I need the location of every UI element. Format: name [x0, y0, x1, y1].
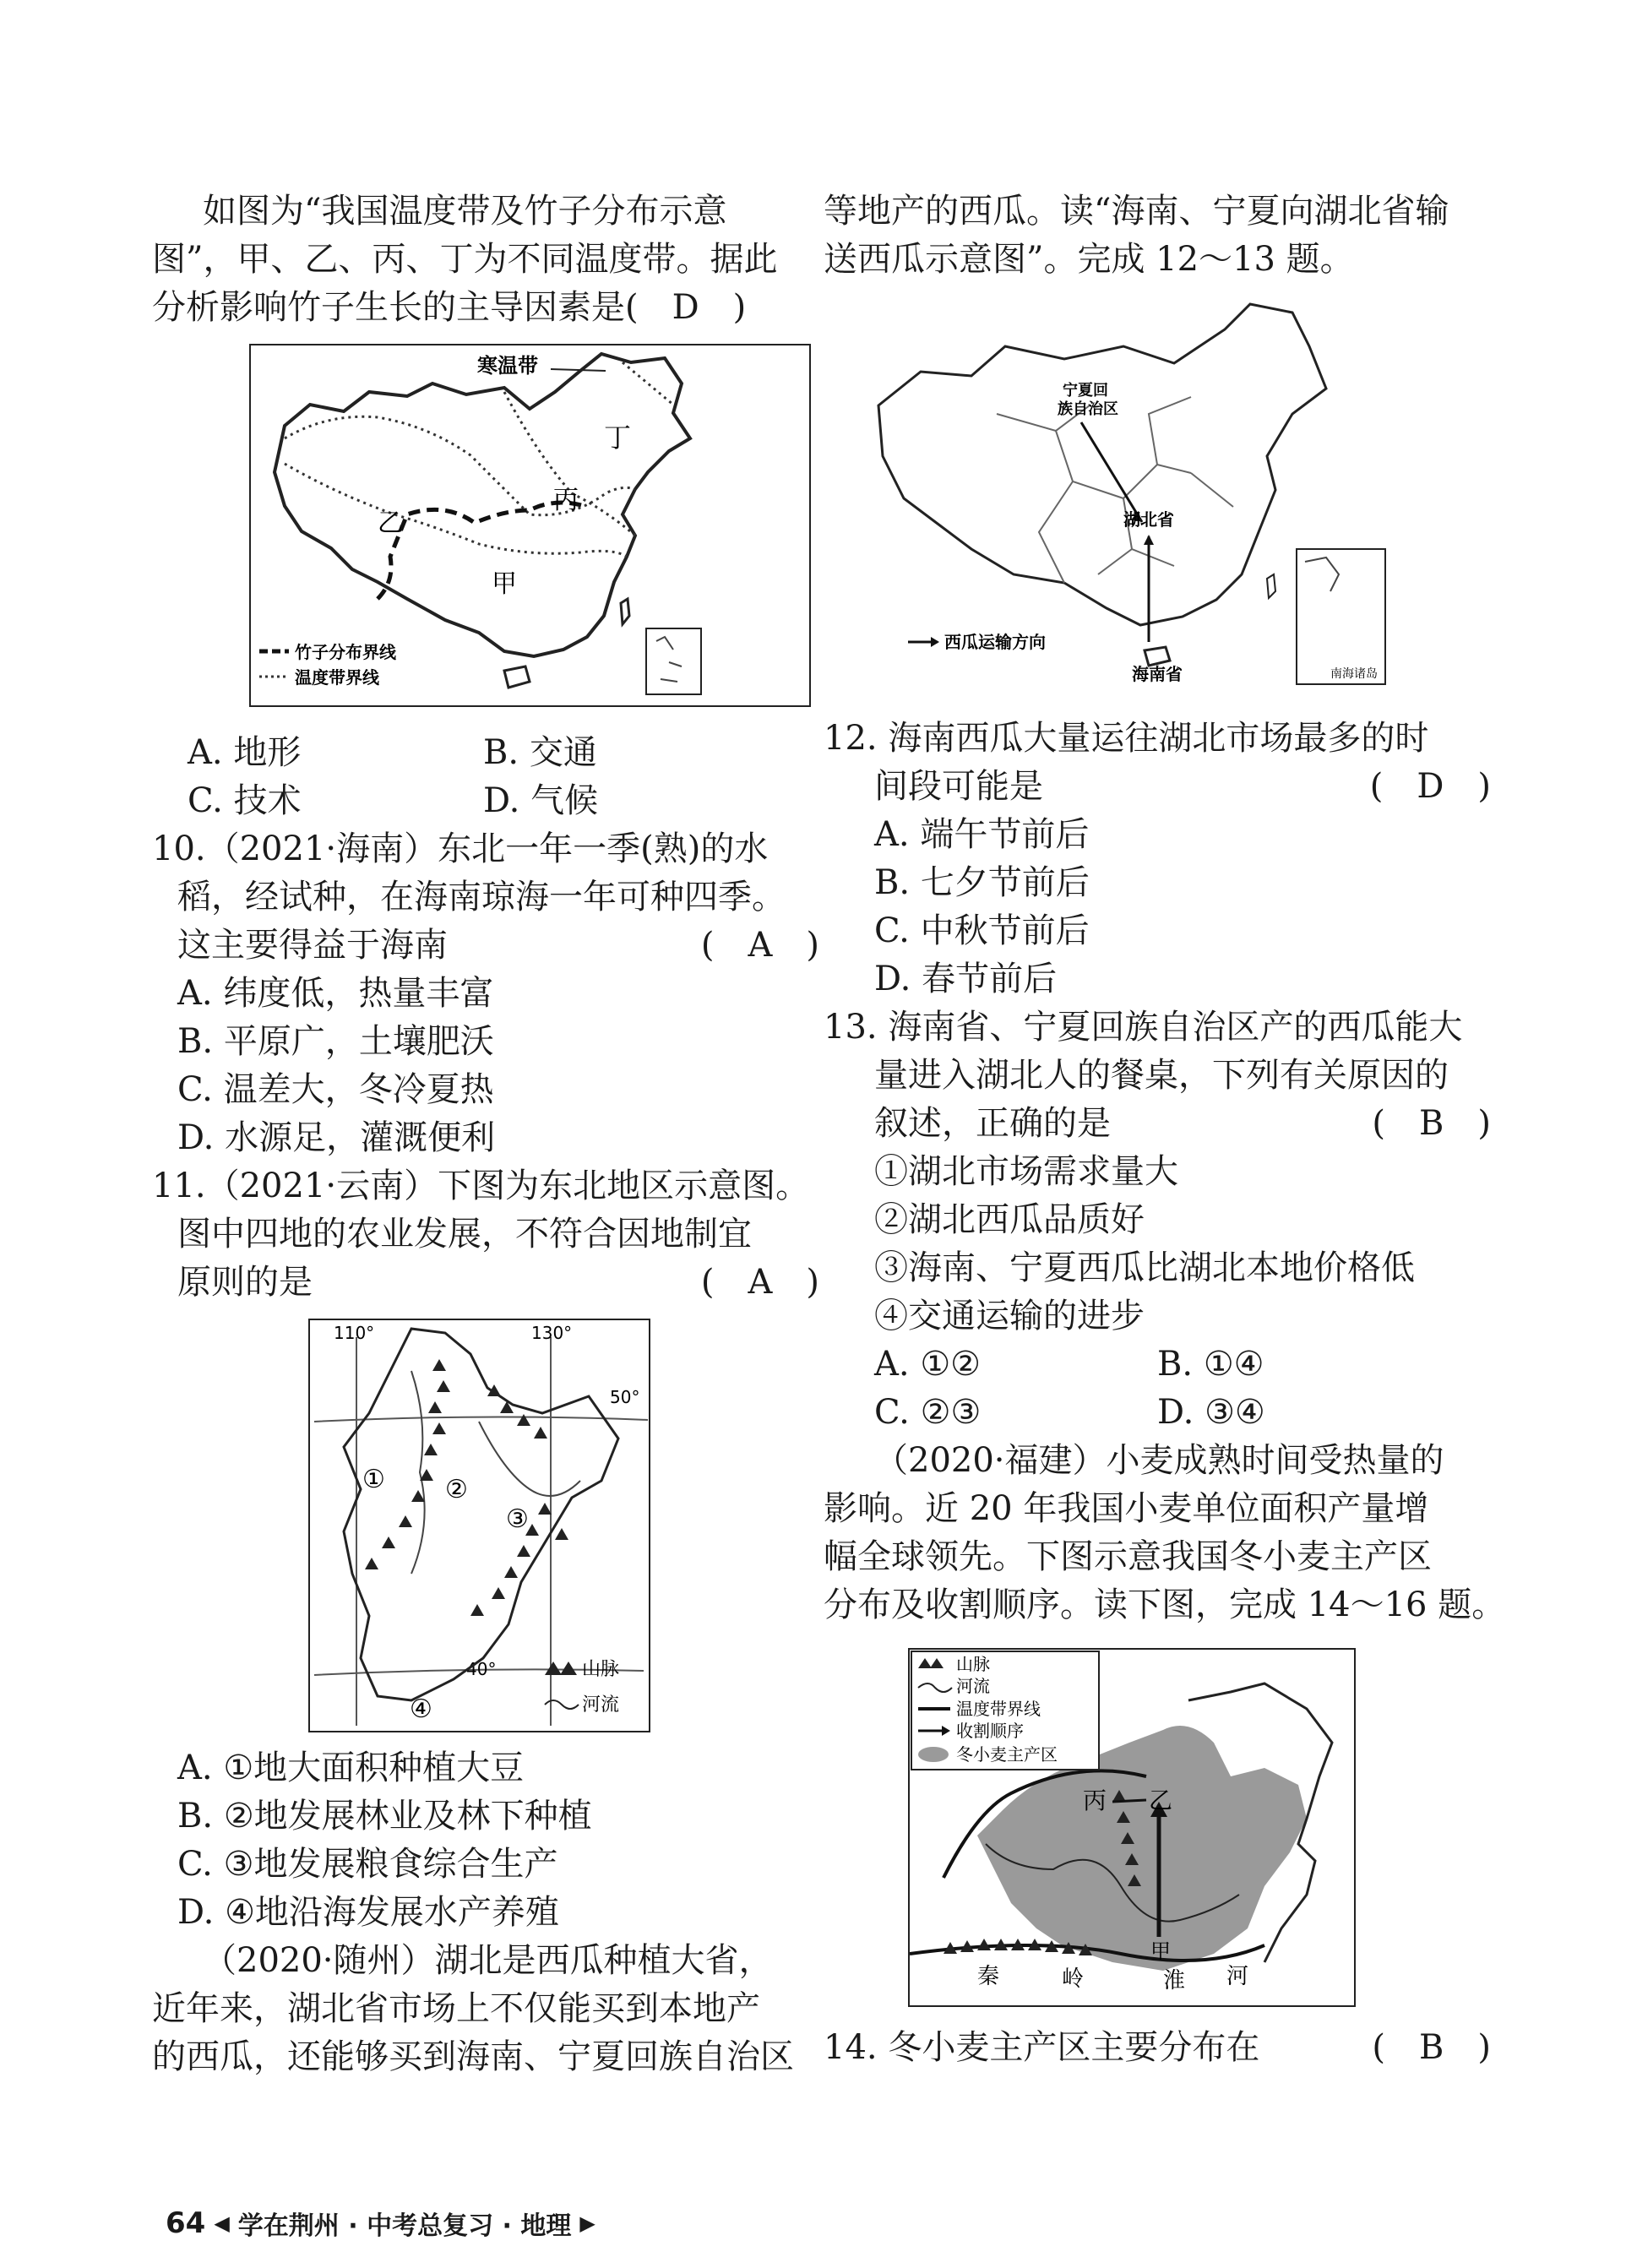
label-yi: 乙	[378, 509, 403, 538]
passage-line: 送西瓜示意图”。完成 12～13 题。	[824, 240, 1354, 279]
q9-option-a[interactable]: A. 地形	[188, 733, 302, 772]
left-column	[152, 188, 819, 2081]
footer-title: 学在荆州 · 中考总复习 · 地理	[237, 2211, 572, 2241]
q11-line: 原则的是	[177, 1263, 313, 1302]
temperature-zone-bamboo-map	[249, 344, 811, 707]
q9-option-d[interactable]: D. 气候	[483, 781, 599, 820]
q13-item-4: ④交通运输的进步	[874, 1297, 1145, 1335]
legend-order-label: 收割顺序	[956, 1721, 1024, 1741]
q11-option-c[interactable]: C. ③地发展粮食综合生产	[177, 1845, 558, 1884]
south-sea-inset	[646, 628, 701, 694]
page-number: 64	[166, 2206, 206, 2240]
label-ding: 丁	[604, 422, 632, 454]
temperature-boundary-1	[285, 416, 635, 514]
q11-answer: ( A )	[700, 1263, 819, 1302]
river-2	[479, 1422, 580, 1496]
passage-line: 影响。近 20 年我国小麦单位面积产量增	[824, 1489, 1429, 1528]
arrowhead-2	[1144, 535, 1154, 545]
q9-line: 分析影响竹子生长的主导因素是( D )	[152, 288, 747, 327]
q12-answer: ( D )	[1369, 767, 1491, 806]
passage-line: 的西瓜，还能够买到海南、宁夏回族自治区	[152, 2037, 794, 2076]
label-he: 河	[1226, 1964, 1249, 1989]
q11-line-with-answer	[152, 1259, 819, 1307]
label-p1: ①	[362, 1465, 385, 1494]
inset-coast	[1305, 557, 1339, 591]
q9-line: 图”，甲、乙、丙、丁为不同温度带。据此	[152, 240, 778, 279]
passage-wheat	[824, 1437, 1506, 1629]
q13	[824, 1003, 1491, 1437]
q12-option-a[interactable]: A. 端午节前后	[874, 815, 1090, 854]
inset-islands	[656, 637, 682, 682]
legend-temp-label: 温度带界线	[295, 667, 379, 688]
q9-line: 如图为“我国温度带及竹子分布示意	[203, 192, 727, 231]
q11-option-a[interactable]: A. ①地大面积种植大豆	[177, 1749, 525, 1787]
label-bing: 丙	[553, 486, 579, 515]
south-sea-inset	[1297, 549, 1385, 684]
northeast-outline	[344, 1329, 618, 1700]
passage-line: 近年来，湖北省市场上不仅能买到本地产	[152, 1989, 760, 2028]
q11-option-d[interactable]: D. ④地沿海发展水产养殖	[177, 1893, 559, 1932]
right-column	[824, 188, 1506, 2072]
label-hainan: 海南省	[1132, 664, 1183, 684]
legend-mountain-label: 山脉	[956, 1654, 990, 1674]
label-ningxia-2: 族自治区	[1058, 400, 1118, 418]
legend-river-label: 河流	[582, 1694, 620, 1716]
q13-item-3: ③海南、宁夏西瓜比湖北本地价格低	[874, 1248, 1415, 1287]
legend-temp-label: 温度带界线	[956, 1699, 1041, 1719]
q9-options-row2	[152, 777, 819, 825]
label-p2: ②	[445, 1475, 468, 1504]
q11-options	[152, 1744, 819, 1937]
watermelon-transport-map	[870, 296, 1394, 693]
legend-area-label: 冬小麦主产区	[956, 1744, 1058, 1765]
q12-line: 间段可能是	[874, 767, 1043, 806]
q10-line: 10.（2021·海南）东北一年一季(熟)的水	[152, 829, 769, 868]
q10-line: 稻，经试种，在海南琼海一年可种四季。	[177, 878, 786, 916]
legend-bamboo-label: 竹子分布界线	[295, 642, 396, 662]
q11-line: 图中四地的农业发展，不符合因地制宜	[177, 1215, 752, 1254]
q13-item-2: ②湖北西瓜品质好	[874, 1200, 1145, 1239]
label-p3: ③	[506, 1504, 529, 1534]
q13-options-row1	[824, 1341, 1491, 1389]
label-bing: 丙	[1083, 1787, 1107, 1814]
q9-option-c[interactable]: C. 技术	[188, 781, 302, 820]
q10	[152, 825, 819, 1162]
label-ling: 岭	[1062, 1966, 1085, 1992]
winter-wheat-map	[908, 1648, 1356, 2007]
q12-option-c[interactable]: C. 中秋节前后	[874, 911, 1090, 950]
label-hubei: 湖北省	[1123, 509, 1174, 530]
q10-option-c[interactable]: C. 温差大，冬冷夏热	[177, 1070, 494, 1109]
q13-option-b[interactable]: B. ①④	[1157, 1345, 1264, 1384]
label-qin: 秦	[977, 1964, 1000, 1989]
passage-line: 等地产的西瓜。读“海南、宁夏向湖北省输	[824, 192, 1449, 231]
q14-answer: ( B )	[1372, 2028, 1491, 2067]
legend-mountain-icon	[545, 1662, 577, 1675]
label-40: 40°	[466, 1659, 497, 1679]
q13-option-d[interactable]: D. ③④	[1157, 1393, 1265, 1432]
label-jia: 甲	[492, 569, 517, 599]
q14	[824, 2024, 1491, 2072]
q13-line: 量进入湖北人的餐桌，下列有关原因的	[874, 1056, 1449, 1095]
q13-line: 13. 海南省、宁夏回族自治区产的西瓜能大	[824, 1008, 1463, 1047]
q10-line: 这主要得益于海南	[177, 926, 448, 965]
q13-item-1: ①湖北市场需求量大	[874, 1152, 1178, 1191]
label-jia: 甲	[1150, 1939, 1171, 1963]
passage-line: （2020·随州）湖北是西瓜种植大省，	[203, 1941, 773, 1980]
passage-line: 分布及收割顺序。读下图，完成 14～16 题。	[824, 1585, 1506, 1624]
legend-arrow-label: 西瓜运输方向	[944, 632, 1046, 652]
q11	[152, 1162, 819, 1307]
taiwan-island	[1267, 574, 1275, 598]
q9-stem	[152, 188, 819, 332]
q14-line: 14. 冬小麦主产区主要分布在	[824, 2028, 1260, 2067]
cold-temperate-boundary	[623, 362, 673, 405]
passage-watermelon	[152, 1937, 819, 2081]
legend-area-icon	[918, 1747, 949, 1762]
province-lines	[997, 397, 1233, 583]
bamboo-boundary	[378, 503, 585, 599]
bing-yi-line	[1112, 1800, 1146, 1802]
label-p4: ④	[410, 1694, 432, 1724]
arrow-ningxia-hubei	[1081, 422, 1142, 522]
china-outline	[878, 304, 1326, 625]
q11-option-b[interactable]: B. ②地发展林业及林下种植	[177, 1797, 592, 1836]
label-yi: 乙	[1149, 1787, 1173, 1814]
q12-line-with-answer	[824, 763, 1491, 811]
northeast-map-svg	[310, 1320, 649, 1731]
passage-continued	[824, 188, 1491, 284]
q12	[824, 715, 1491, 1003]
q12-option-d[interactable]: D. 春节前后	[874, 960, 1058, 998]
taiwan-island	[621, 599, 629, 624]
legend-arrowhead	[931, 637, 939, 647]
right-triangle-icon: ▶	[579, 2211, 595, 2235]
legend-mountain-label: 山脉	[582, 1659, 620, 1680]
passage-line: 幅全球领先。下图示意我国冬小麦主产区	[824, 1537, 1432, 1576]
q10-option-a[interactable]: A. 纬度低，热量丰富	[177, 974, 494, 1013]
q13-options-row2	[824, 1389, 1491, 1437]
winter-wheat-map-svg	[910, 1650, 1354, 2005]
label-ningxia-1: 宁夏回	[1063, 382, 1108, 400]
temperature-zone-map-svg	[251, 345, 809, 705]
q13-option-a[interactable]: A. ①②	[874, 1345, 982, 1384]
passage-line: （2020·福建）小麦成熟时间受热量的	[874, 1441, 1444, 1480]
q10-option-b[interactable]: B. 平原广，土壤肥沃	[177, 1022, 494, 1061]
q10-answer: ( A )	[700, 926, 819, 965]
q9-options-row1	[152, 729, 819, 777]
q9-option-b[interactable]: B. 交通	[483, 733, 597, 772]
label-50: 50°	[610, 1387, 640, 1407]
q13-line-with-answer	[824, 1100, 1491, 1148]
northeast-china-map	[308, 1319, 650, 1732]
transport-map-svg	[870, 296, 1394, 693]
hainan-island	[504, 666, 530, 688]
label-huai: 淮	[1163, 1968, 1186, 1993]
inset-label: 南海诸岛	[1330, 667, 1378, 681]
left-triangle-icon: ◀	[214, 2211, 230, 2235]
hanwen-pointer	[551, 369, 606, 371]
river-1	[411, 1371, 425, 1574]
hainan-island	[1145, 647, 1170, 666]
label-hanwen: 寒温带	[477, 354, 538, 378]
q13-option-c[interactable]: C. ②③	[874, 1393, 982, 1432]
q13-answer: ( B )	[1372, 1104, 1491, 1143]
label-110: 110°	[334, 1323, 375, 1343]
legend-river-label: 河流	[956, 1676, 990, 1696]
page-footer	[166, 2205, 595, 2242]
q10-option-d[interactable]: D. 水源足，灌溉便利	[177, 1118, 496, 1157]
q11-line: 11.（2021·云南）下图为东北地区示意图。	[152, 1167, 810, 1205]
q12-line: 12. 海南西瓜大量运往湖北市场最多的时	[824, 719, 1429, 758]
label-130: 130°	[531, 1323, 573, 1343]
q13-line: 叙述，正确的是	[874, 1104, 1111, 1143]
q10-line-with-answer	[152, 922, 819, 970]
q12-option-b[interactable]: B. 七夕节前后	[874, 863, 1090, 902]
